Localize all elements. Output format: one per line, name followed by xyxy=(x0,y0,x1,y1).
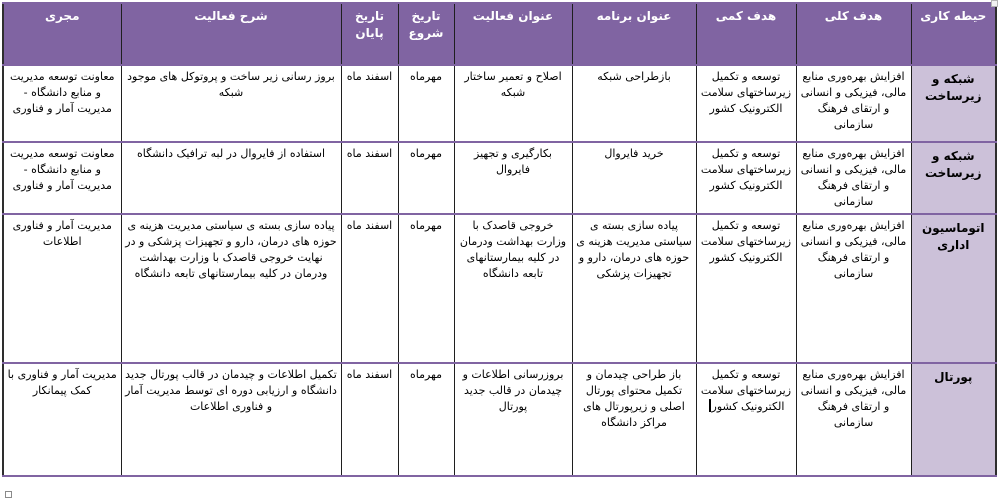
cell-activity_title[interactable]: خروجی قاصدک با وزارت بهداشت ودرمان در کلیه بیمارستانهای تابعه دانشگاه xyxy=(454,214,572,363)
column-header-quant_goal[interactable]: هدف کمی xyxy=(696,3,796,65)
cell-overall_goal[interactable]: افزایش بهره‌وری منابع مالی، فیزیکی و انسانی و ارتقای فرهنگ سازمانی xyxy=(796,214,911,363)
column-header-activity_title[interactable]: عنوان فعالیت xyxy=(454,3,572,65)
cell-program_title[interactable]: بازطراحی شبکه xyxy=(572,65,696,142)
column-header-start_date[interactable]: تاریخ شروع xyxy=(398,3,454,65)
cell-activity_title[interactable]: اصلاح و تعمیر ساختار شبکه xyxy=(454,65,572,142)
cell-quant_goal[interactable]: توسعه و تکمیل زیرساختهای سلامت الکترونیک کشور xyxy=(696,214,796,363)
cell-program_title[interactable]: باز طراحی چیدمان و تکمیل محتوای پورتال اصلی و زیرپورتال های مراکز دانشگاه xyxy=(572,363,696,476)
cell-executor[interactable]: معاونت توسعه مدیریت و منابع دانشگاه - مدیریت آمار و فناوری xyxy=(3,65,121,142)
table-body xyxy=(3,65,996,476)
column-header-program_title[interactable]: عنوان برنامه xyxy=(572,3,696,65)
cell-activity_desc[interactable]: پیاده سازی بسته ی سیاستی مدیریت هزینه ی حوزه های درمان، دارو و تجهیزات پزشکی و در نهایت خروجی قاصدک با وزارت بهداشت ودرمان در کلیه بیمارستانهای تابعه دانشگاه xyxy=(121,214,341,363)
table-row xyxy=(3,65,996,142)
cell-executor[interactable]: معاونت توسعه مدیریت و منابع دانشگاه - مدیریت آمار و فناوری xyxy=(3,142,121,214)
cell-scope[interactable]: اتوماسیون اداری xyxy=(911,214,996,363)
cell-quant_goal[interactable]: توسعه و تکمیل زیرساختهای سلامت الکترونیک کشور xyxy=(696,142,796,214)
column-header-activity_desc[interactable]: شرح فعالیت xyxy=(121,3,341,65)
cell-activity_desc[interactable]: استفاده از فایروال در لبه ترافیک دانشگاه xyxy=(121,142,341,214)
cell-overall_goal[interactable]: افزایش بهره‌وری منابع مالی، فیزیکی و انسانی و ارتقای فرهنگ سازمانی xyxy=(796,65,911,142)
activity-plan-table xyxy=(2,2,997,477)
cell-scope[interactable]: شبکه و زیرساخت xyxy=(911,65,996,142)
column-header-scope[interactable]: حیطه کاری xyxy=(911,3,996,65)
cell-start_date[interactable]: مهرماه xyxy=(398,142,454,214)
table-row xyxy=(3,363,996,476)
text-cursor xyxy=(709,399,711,412)
cell-activity_title[interactable]: بروزرسانی اطلاعات و چیدمان در قالب جدید پورتال xyxy=(454,363,572,476)
cell-activity_desc[interactable]: بروز رسانی زیر ساخت و پروتوکل های موجود شبکه xyxy=(121,65,341,142)
column-header-overall_goal[interactable]: هدف کلی xyxy=(796,3,911,65)
header-row xyxy=(3,3,996,65)
cell-scope[interactable]: پورتال xyxy=(911,363,996,476)
column-header-end_date[interactable]: تاریخ پایان xyxy=(341,3,398,65)
cell-activity_desc[interactable]: تکمیل اطلاعات و چیدمان در قالب پورتال جدید دانشگاه و ارزیابی دوره ای توسط مدیریت آمار و فناوری اطلاعات xyxy=(121,363,341,476)
cell-activity_title[interactable]: بکارگیری و تجهیز فایروال xyxy=(454,142,572,214)
artifact-box-top-right xyxy=(991,0,998,7)
cell-executor[interactable]: مدیریت آمار و فناوری اطلاعات xyxy=(3,214,121,363)
cell-end_date[interactable]: اسفند ماه xyxy=(341,363,398,476)
column-header-executor[interactable]: مجری xyxy=(3,3,121,65)
table-row xyxy=(3,214,996,363)
cell-overall_goal[interactable]: افزایش بهره‌وری منابع مالی، فیزیکی و انسانی و ارتقای فرهنگ سازمانی xyxy=(796,363,911,476)
table-row xyxy=(3,142,996,214)
cell-quant_goal[interactable]: توسعه و تکمیل زیرساختهای سلامت الکترونیک کشور xyxy=(696,363,796,476)
cell-quant_goal[interactable]: توسعه و تکمیل زیرساختهای سلامت الکترونیک کشور xyxy=(696,65,796,142)
cell-end_date[interactable]: اسفند ماه xyxy=(341,214,398,363)
cell-start_date[interactable]: مهرماه xyxy=(398,214,454,363)
cell-executor[interactable]: مدیریت آمار و فناوری با کمک پیمانکار xyxy=(3,363,121,476)
cell-program_title[interactable]: پیاده سازی بسته ی سیاستی مدیریت هزینه ی حوزه های درمان، دارو و تجهیزات پزشکی xyxy=(572,214,696,363)
cell-overall_goal[interactable]: افزایش بهره‌وری منابع مالی، فیزیکی و انسانی و ارتقای فرهنگ سازمانی xyxy=(796,142,911,214)
cell-scope[interactable]: شبکه و زیرساخت xyxy=(911,142,996,214)
artifact-box-bottom-left xyxy=(5,491,12,498)
cell-end_date[interactable]: اسفند ماه xyxy=(341,142,398,214)
cell-start_date[interactable]: مهرماه xyxy=(398,363,454,476)
cell-start_date[interactable]: مهرماه xyxy=(398,65,454,142)
cell-program_title[interactable]: خرید فایروال xyxy=(572,142,696,214)
cell-end_date[interactable]: اسفند ماه xyxy=(341,65,398,142)
